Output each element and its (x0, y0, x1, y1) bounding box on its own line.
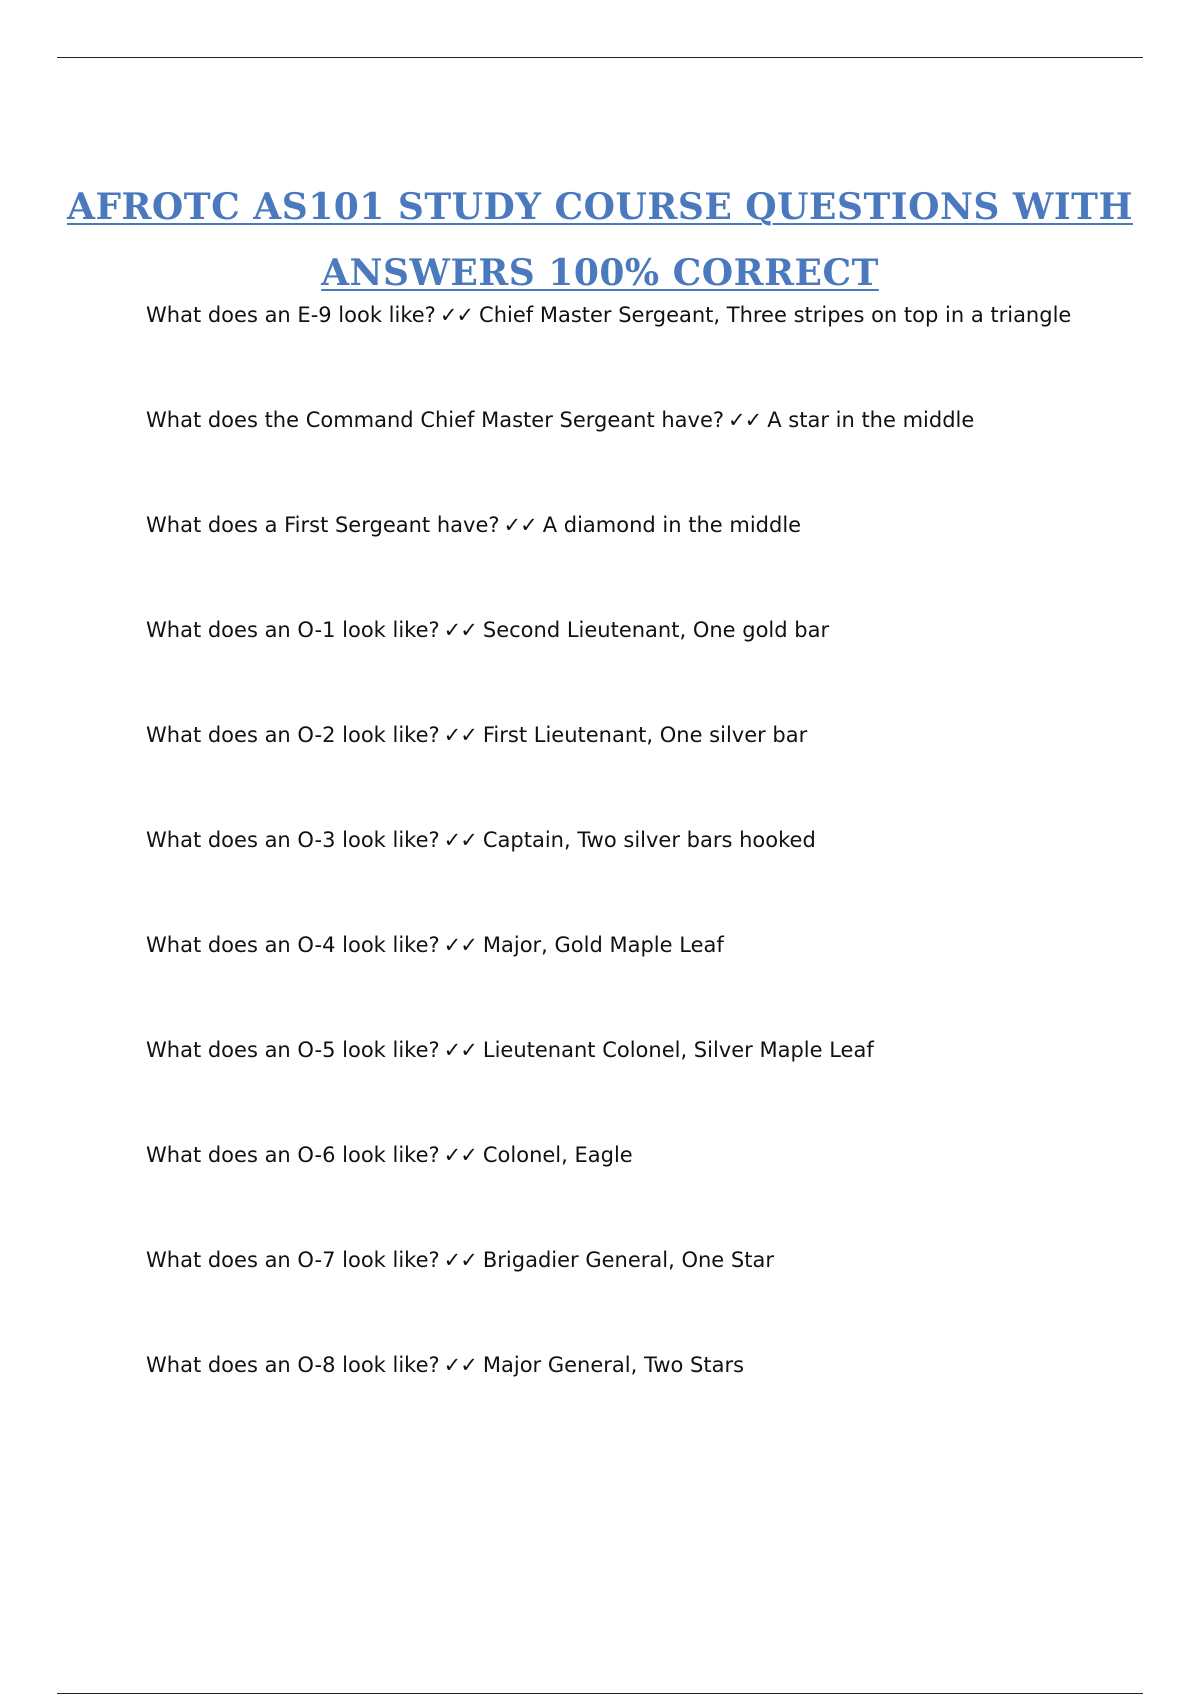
qa-list (146, 290, 1146, 1445)
qa-item (146, 605, 1146, 710)
answer-text: Lieutenant Colonel, Silver Maple Leaf (482, 1038, 874, 1062)
double-check-icon: ✓✓ (443, 1143, 477, 1167)
answer-text: A star in the middle (767, 408, 975, 432)
question-text: What does an O-5 look like? (146, 1038, 440, 1062)
question-text: What does the Command Chief Master Sergeant have? (146, 408, 725, 432)
question-text: What does an O-2 look like? (146, 723, 440, 747)
document-title (0, 174, 1200, 306)
double-check-icon: ✓✓ (503, 513, 537, 537)
double-check-icon: ✓✓ (443, 1353, 477, 1377)
top-rule (57, 57, 1143, 58)
answer-text: Colonel, Eagle (482, 1143, 633, 1167)
qa-item (146, 290, 1146, 395)
question-text: What does an O-3 look like? (146, 828, 440, 852)
question-text: What does a First Sergeant have? (146, 513, 500, 537)
qa-item (146, 1235, 1146, 1340)
question-text: What does an E-9 look like? (146, 303, 436, 327)
qa-item (146, 710, 1146, 815)
qa-item (146, 1130, 1146, 1235)
bottom-rule (57, 1693, 1143, 1694)
qa-item (146, 920, 1146, 1025)
qa-item (146, 500, 1146, 605)
question-text: What does an O-7 look like? (146, 1248, 440, 1272)
double-check-icon: ✓✓ (439, 303, 474, 327)
qa-item (146, 1340, 1146, 1445)
question-text: What does an O-8 look like? (146, 1353, 440, 1377)
double-check-icon: ✓✓ (443, 828, 477, 852)
answer-text: Chief Master Sergeant, Three stripes on top in a triangle (479, 303, 1072, 327)
double-check-icon: ✓✓ (728, 408, 762, 432)
double-check-icon: ✓✓ (443, 1248, 477, 1272)
answer-text: Captain, Two silver bars hooked (482, 828, 816, 852)
question-text: What does an O-4 look like? (146, 933, 440, 957)
qa-item (146, 815, 1146, 920)
double-check-icon: ✓✓ (443, 723, 477, 747)
double-check-icon: ✓✓ (443, 933, 477, 957)
answer-text: Major General, Two Stars (482, 1353, 745, 1377)
title-line-2: ANSWERS 100% CORRECT (321, 252, 879, 295)
answer-text: A diamond in the middle (542, 513, 802, 537)
double-check-icon: ✓✓ (443, 618, 477, 642)
question-text: What does an O-6 look like? (146, 1143, 440, 1167)
answer-text: First Lieutenant, One silver bar (482, 723, 808, 747)
title-line-1: AFROTC AS101 STUDY COURSE QUESTIONS WITH (67, 186, 1133, 229)
answer-text: Second Lieutenant, One gold bar (482, 618, 830, 642)
question-text: What does an O-1 look like? (146, 618, 440, 642)
qa-item (146, 395, 1146, 500)
double-check-icon: ✓✓ (443, 1038, 477, 1062)
qa-item (146, 1025, 1146, 1130)
answer-text: Major, Gold Maple Leaf (482, 933, 724, 957)
answer-text: Brigadier General, One Star (482, 1248, 774, 1272)
